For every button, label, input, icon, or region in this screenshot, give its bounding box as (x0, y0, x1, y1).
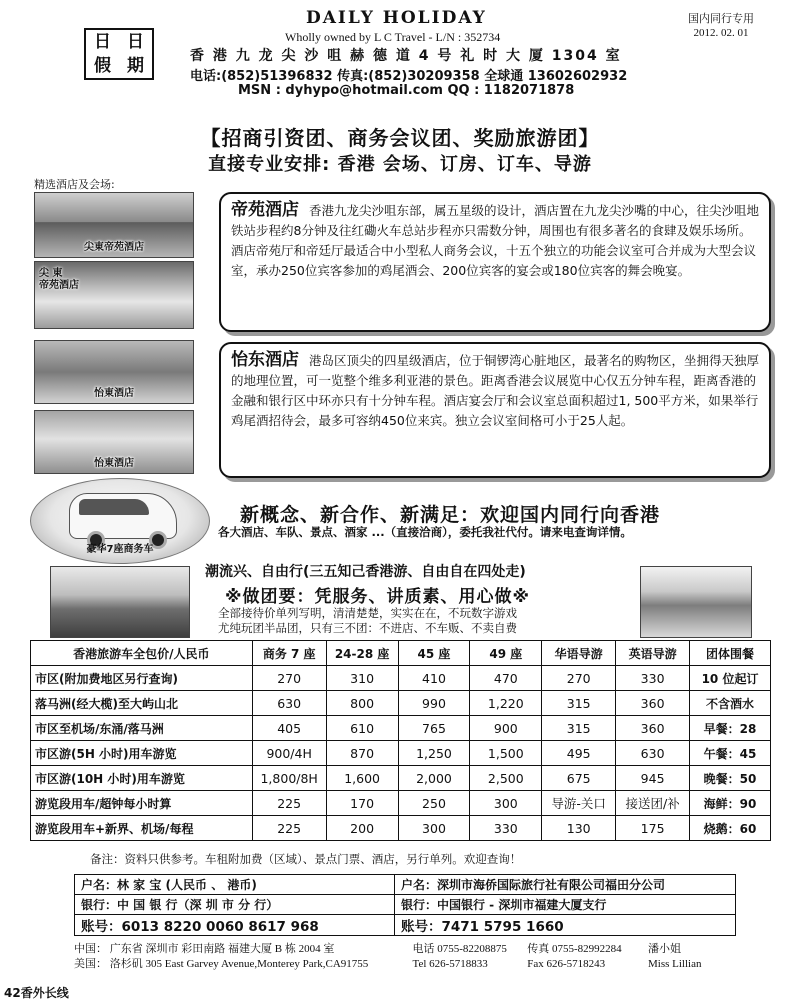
slogan-free-travel: 潮流兴、自由行(三五知己香港游、自由自在四处走) (205, 564, 526, 580)
price-cell: 225 (252, 791, 326, 816)
banner-title: 【招商引资团、商务会议团、奖励旅游团】 (200, 126, 600, 150)
contact-fax: 传真 0755-82992284 (527, 943, 622, 955)
price-cell: 330 (470, 816, 542, 841)
price-table-header (31, 641, 771, 666)
account-number-left: 账号：6013 8220 0060 8617 968 (75, 915, 395, 936)
price-cell: 225 (252, 816, 326, 841)
table-row (75, 915, 736, 936)
photo-caption-line: 帝苑酒店 (39, 280, 79, 291)
column-header: 45 座 (398, 641, 470, 666)
photo-caption: 豪华7座商务车 (86, 544, 154, 555)
price-cell: 接送团/补 (616, 791, 690, 816)
meal-cell: 海鲜：90 (690, 791, 771, 816)
price-cell: 405 (252, 716, 326, 741)
route-cell: 市区游(10H 小时)用车游览 (31, 766, 253, 791)
meal-cell: 午餐：45 (690, 741, 771, 766)
slogan-policy-line: 尤纯玩团半品团，只有三不团：不进店、不车贩、不卖自费 (218, 621, 517, 635)
price-cell: 800 (326, 691, 398, 716)
column-header: 团体围餐 (690, 641, 771, 666)
hotel-photo-royal-garden-hall (34, 261, 194, 329)
column-header: 华语导游 (542, 641, 616, 666)
logo-char: 期 (127, 56, 144, 76)
phone-line: 电话:(852)51396832 传真:(852)30209358 全球通 13602602932 (190, 69, 628, 84)
price-cell: 130 (542, 816, 616, 841)
bank-name-right: 银行：中国银行 - 深圳市福建大厦支行 (395, 895, 736, 915)
hotel-description: 香港九龙尖沙咀东部，属五星级的设计，酒店置在九龙尖沙嘴的中心，往尖沙咀地铁站步程约8分钟及往红磡火车总站步程亦只需数分钟，周围也有很多著名的食肆及娱乐场所。酒店帝苑厅和帝廷厅最适合中小型私人商务会议，十五个独立的功能会议室可合并成为大型会议室，承办250位宾客参加的鸡尾酒会、200位宾客的宴会或180位宾客的舞会晚宴。 (231, 203, 760, 278)
slogan-service-motto: ※做团要：凭服务、讲质素、用心做※ (225, 587, 531, 607)
route-cell: 落马洲(经大榄)至大屿山北 (31, 691, 253, 716)
meal-cell: 早餐：28 (690, 716, 771, 741)
price-cell: 1,600 (326, 766, 398, 791)
price-cell: 170 (326, 791, 398, 816)
account-name-company: 户名：深圳市海侨国际旅行社有限公司福田分公司 (395, 875, 736, 895)
slogan-welcome: 新概念、新合作、新满足：欢迎国内同行向香港 (240, 504, 661, 526)
column-header: 24-28 座 (326, 641, 398, 666)
city-photo (50, 566, 190, 638)
contact-address: 洛杉矶 305 East Garvey Avenue,Monterey Park,CA91755 (109, 958, 369, 970)
column-header: 商务 7 座 (252, 641, 326, 666)
price-cell: 610 (326, 716, 398, 741)
route-cell: 市区至机场/东涌/落马洲 (31, 716, 253, 741)
contact-label: 美国： (74, 958, 107, 970)
hotel-box-royal-garden (219, 192, 771, 332)
price-cell: 2,000 (398, 766, 470, 791)
table-row (75, 895, 736, 915)
price-cell: 310 (326, 666, 398, 691)
contact-address: 广东省 深圳市 彩田南路 福建大厦 B 栋 2004 室 (109, 943, 335, 955)
price-cell: 315 (542, 691, 616, 716)
hotel-name: 怡东酒店 (231, 350, 299, 370)
table-row (31, 716, 771, 741)
banner-subtitle: 直接专业安排: 香港 会场、订房、订车、导游 (208, 154, 592, 175)
price-cell: 1,800/8H (252, 766, 326, 791)
price-cell: 945 (616, 766, 690, 791)
photo-caption: 怡東酒店 (94, 388, 134, 399)
hotel-box-excelsior (219, 342, 771, 478)
contact-tel: 电话 0755-82208875 (412, 943, 507, 955)
price-cell: 330 (616, 666, 690, 691)
route-cell: 市区游(5H 小时)用车游览 (31, 741, 253, 766)
photo-caption-line: 尖 東 (39, 268, 63, 279)
bank-name-left: 银行：中 国 银 行（深 圳 市 分 行） (75, 895, 395, 915)
bank-table (74, 874, 736, 936)
brand-name: DAILY HOLIDAY (306, 8, 487, 28)
price-cell: 2,500 (470, 766, 542, 791)
price-cell: 900 (470, 716, 542, 741)
price-cell: 990 (398, 691, 470, 716)
contact-tel: Tel 626-5718833 (412, 958, 488, 970)
slogan-policy-line: 全部接待价单列写明，清清楚楚，实实在在，不玩数字游戏 (218, 606, 517, 620)
meal-cell: 10 位起订 (690, 666, 771, 691)
table-row (31, 741, 771, 766)
van-window (79, 499, 149, 515)
table-row (31, 791, 771, 816)
price-cell: 495 (542, 741, 616, 766)
column-header: 英语导游 (616, 641, 690, 666)
table-row (31, 766, 771, 791)
price-cell: 200 (326, 816, 398, 841)
msn-line: MSN : dyhypo@hotmail.com QQ : 1182071878 (238, 83, 575, 98)
ownership-line: Wholly owned by L C Travel - L/N : 352734 (285, 30, 501, 44)
table-row (75, 875, 736, 895)
photo-caption (39, 268, 79, 292)
logo-char: 日 (94, 32, 111, 52)
hotel-photo-royal-garden-lobby (34, 192, 194, 258)
hotel-name: 帝苑酒店 (231, 200, 299, 220)
price-cell: 270 (252, 666, 326, 691)
table-row (31, 666, 771, 691)
meal-cell: 烧鹅：60 (690, 816, 771, 841)
table-row (31, 816, 771, 841)
contact-label: 中国： (74, 943, 107, 955)
logo-char: 日 (127, 32, 144, 52)
price-cell: 360 (616, 691, 690, 716)
price-cell: 1,500 (470, 741, 542, 766)
account-name-cny: 户名：林 家 宝 (人民币 、 港币) (75, 875, 395, 895)
price-cell: 900/4H (252, 741, 326, 766)
price-cell: 870 (326, 741, 398, 766)
company-address: 香 港 九 龙 尖 沙 咀 赫 德 道 4 号 礼 时 大 厦 1304 室 (190, 48, 622, 64)
hotel-photo-excelsior-hall (34, 410, 194, 474)
contact-row-usa (74, 957, 701, 972)
logo (84, 28, 154, 80)
route-cell: 游览段用车/超钟每小时算 (31, 791, 253, 816)
price-cell: 导游-关口 (542, 791, 616, 816)
photo-caption: 尖東帝苑酒店 (84, 242, 144, 253)
price-cell: 1,220 (470, 691, 542, 716)
column-header: 香港旅游车全包价/人民币 (31, 641, 253, 666)
harbor-photo (640, 566, 752, 638)
price-cell: 315 (542, 716, 616, 741)
edition-tag-date: 2012. 02. 01 (693, 27, 749, 39)
header (0, 0, 800, 120)
contact-person: Miss Lillian (648, 958, 702, 970)
contact-row-china (74, 942, 701, 957)
meal-cell: 不含酒水 (690, 691, 771, 716)
hotel-description: 港岛区顶尖的四星级酒店，位于铜锣湾心脏地区，最著名的购物区，坐拥得天独厚的地理位置，可一览整个维多利亚港的景色。距离香港会议展览中心仅五分钟车程，距离香港的金融和银行区中环亦只有十分钟车程。酒店宴会厅和会议室总面积超过1, 500平方米，如果举行鸡尾酒招待会，最多可容纳450位来宾。独立会议室间格可小于25人起。 (231, 353, 760, 428)
meal-cell: 晚餐：50 (690, 766, 771, 791)
route-cell: 游览段用车+新界、机场/每程 (31, 816, 253, 841)
column-header: 49 座 (470, 641, 542, 666)
route-cell: 市区(附加费地区另行查询) (31, 666, 253, 691)
price-cell: 675 (542, 766, 616, 791)
account-number-right: 账号：7471 5795 1660 (395, 915, 736, 936)
note-text: 备注：资料只供参考。车租附加费（区域）、景点门票、酒店，另行单列。欢迎查询！ (90, 852, 522, 866)
price-cell: 630 (616, 741, 690, 766)
price-cell: 270 (542, 666, 616, 691)
slogan-services: 各大酒店、车队、景点、酒家 ...（直接洽商），委托我社代付。请来电查询详情。 (218, 525, 632, 539)
edition-tag (688, 12, 754, 40)
van-photo (30, 478, 210, 564)
price-cell: 360 (616, 716, 690, 741)
venue-label: 精选酒店及会场: (34, 178, 115, 191)
price-cell: 300 (398, 816, 470, 841)
price-cell: 175 (616, 816, 690, 841)
price-cell: 300 (470, 791, 542, 816)
contact-person: 潘小姐 (648, 943, 681, 955)
slogan-policy (218, 606, 517, 636)
edition-tag-label: 国内同行专用 (688, 13, 754, 25)
table-row (31, 691, 771, 716)
contact-fax: Fax 626-5718243 (527, 958, 606, 970)
price-table (30, 640, 771, 841)
price-cell: 630 (252, 691, 326, 716)
page-footer: 42香外长线 (4, 986, 69, 1000)
hotel-photo-excelsior-room (34, 340, 194, 404)
price-cell: 250 (398, 791, 470, 816)
price-cell: 470 (470, 666, 542, 691)
price-cell: 765 (398, 716, 470, 741)
price-cell: 410 (398, 666, 470, 691)
photo-caption: 怡東酒店 (94, 458, 134, 469)
logo-char: 假 (94, 56, 111, 76)
price-cell: 1,250 (398, 741, 470, 766)
contact-block (74, 942, 701, 972)
